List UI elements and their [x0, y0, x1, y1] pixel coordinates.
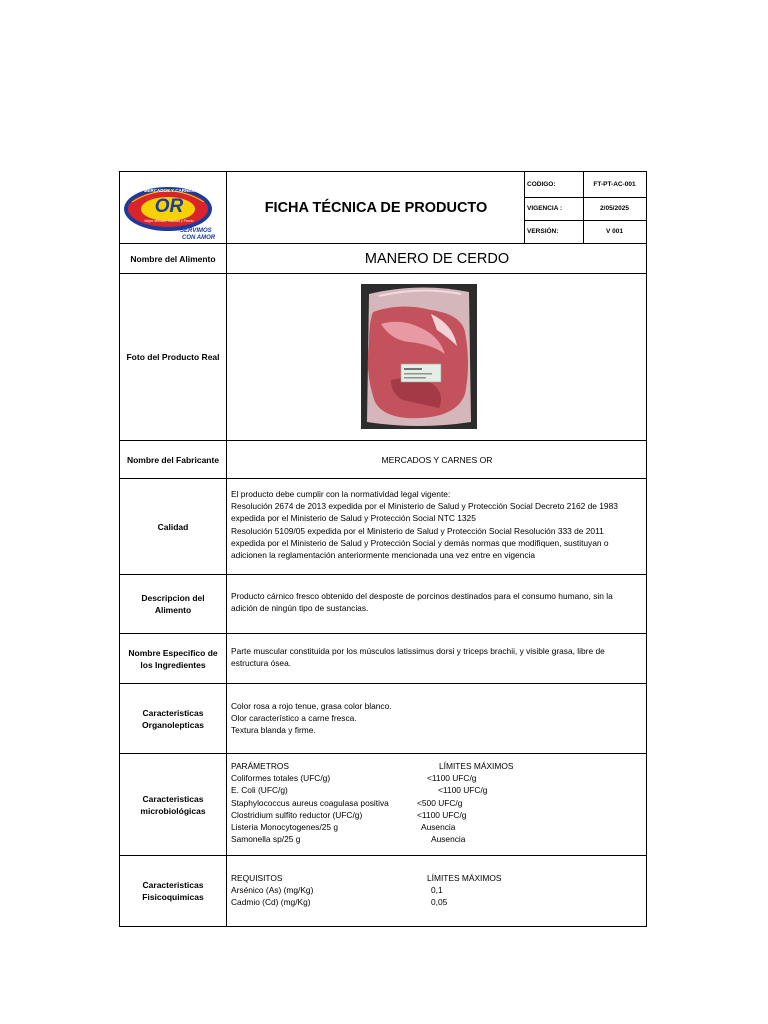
requirements-header: REQUISITOS [231, 873, 283, 883]
physicochemical-table [228, 872, 646, 909]
organoleptic-label: Caracteristicas Organolepticas [142, 707, 204, 730]
version-value: V 001 [606, 228, 623, 235]
row-line [120, 574, 646, 575]
ingredients-line: Parte muscular constituida por los músculos latissimus dorsi y triceps brachii, y visible grasa, libre de [231, 646, 605, 656]
param-limit: <1100 UFC/g [438, 785, 488, 796]
food-name-value: MANERO DE CERDO [364, 250, 510, 267]
row-line [120, 683, 646, 684]
pork-meat-image [361, 284, 477, 429]
row-line [120, 440, 646, 441]
title-divider [524, 172, 525, 243]
quality-line: El producto debe cumplir con la normatividad legal vigente: [231, 489, 451, 499]
logo-brand-top: MERCADOS Y CARNES [143, 188, 195, 193]
ingredients-label: Nombre Especifico de los Ingredientes [128, 647, 218, 670]
ingredients-line: estructura ósea. [231, 658, 292, 669]
microbiological-header [231, 760, 643, 772]
manufacturer-value: MERCADOS Y CARNES OR [381, 454, 493, 465]
parameters-header: PARÁMETROS [231, 761, 290, 771]
description-line: Producto cárnico fresco obtenido del desposte de porcinos destinados para el consumo humano, sin la [231, 591, 613, 601]
description-line: adición de ningún tipo de sustancias. [231, 603, 369, 614]
microbiological-row [231, 784, 643, 796]
quality-line: adicionen la reglamentación anteriormente mencionada una vez entre en vigencia [231, 550, 536, 561]
param-limit: 0,1 [431, 885, 443, 896]
param-name: Cadmio (Cd) (mg/Kg) [231, 897, 311, 908]
page-title: FICHA TÉCNICA DE PRODUCTO [264, 199, 488, 216]
meta-row-line [524, 197, 646, 198]
product-photo [361, 284, 477, 429]
param-limit: <1100 UFC/g [427, 773, 477, 784]
param-name: Arsénico (As) (mg/Kg) [231, 885, 314, 896]
description-label: Descripcion del Alimento [141, 593, 205, 615]
row-line [120, 855, 646, 856]
photo-label: Foto del Producto Real [126, 352, 220, 362]
logo-slogan-line1: SERVIMOS [180, 228, 212, 234]
column-divider [226, 172, 227, 926]
physicochemical-row [231, 884, 643, 896]
limits-header: LÍMITES MÁXIMOS [427, 873, 502, 883]
food-name-label: Nombre del Alimento [130, 253, 216, 264]
organoleptic-line: Textura blanda y firme. [231, 725, 316, 736]
microbiological-table [228, 760, 646, 845]
logo-brand-sub: Mejor servicio, Calidad y Precio [144, 219, 194, 223]
quality-line: expedida por el Ministerio de Salud y Protección Social NTC 1325 [231, 513, 476, 524]
logo-slogan-line2: CON AMOR [182, 235, 216, 241]
param-name: Staphylococcus aureus coagulasa positiva [231, 797, 389, 808]
physicochemical-header [231, 872, 643, 884]
validity-label: VIGENCIA : [527, 205, 563, 212]
row-line [120, 273, 646, 274]
quality-label: Calidad [157, 521, 189, 532]
row-line [120, 633, 646, 634]
microbiological-row [231, 772, 643, 784]
param-name: Coliformes totales (UFC/g) [231, 773, 331, 784]
quality-line: Resolución 5109/05 expedida por el Ministerio de Salud y Protección Social Resolución 333 de 2011 [231, 525, 604, 536]
product-sheet [119, 171, 647, 927]
param-limit: <1100 UFC/g [417, 809, 467, 820]
param-name: Samonella sp/25 g [231, 834, 301, 845]
organoleptic-text [228, 700, 646, 737]
param-name: E. Coli (UFC/g) [231, 785, 288, 796]
validity-value: 2/05/2025 [600, 205, 629, 212]
limits-header: LÍMITES MÁXIMOS [439, 761, 514, 771]
company-logo [122, 178, 226, 244]
ingredients-text [228, 645, 646, 669]
quality-line: Resolución 2674 de 2013 expedida por el Ministerio de Salud y Protección Social Decreto 2162 de 1983 [231, 501, 618, 512]
quality-text [228, 488, 646, 561]
meta-row-line [524, 220, 646, 221]
microbiological-row [231, 821, 643, 833]
physicochemical-row [231, 896, 643, 908]
manufacturer-label: Nombre del Fabricante [126, 454, 220, 465]
row-line [120, 478, 646, 479]
code-label: CODIGO: [527, 181, 556, 188]
organoleptic-line: Color rosa a rojo tenue, grasa color blanco. [231, 701, 392, 711]
row-line [120, 753, 646, 754]
param-limit: <500 UFC/g [417, 797, 463, 808]
meta-divider [583, 172, 584, 243]
param-name: Listeria Monocytogenes/25 g [231, 822, 339, 833]
param-limit: 0,05 [431, 897, 448, 908]
microbiological-row [231, 797, 643, 809]
param-limit: Ausencia [421, 822, 456, 833]
microbiological-label: Caracteristicas microbiológicas [140, 793, 206, 816]
quality-line: expedida por el Ministerio de Salud y Protección Social y demás normas que modifiquen, sustituyan o [231, 537, 609, 548]
row-line [120, 243, 646, 244]
param-name: Clostridium sulfito reductor (UFC/g) [231, 809, 363, 820]
param-limit: Ausencia [431, 834, 466, 845]
physicochemical-label: Caracteristicas Fisicoquimicas [142, 880, 204, 902]
microbiological-row [231, 833, 643, 845]
code-value: FT-PT-AC-001 [593, 181, 636, 188]
organoleptic-line: Olor característico a carne fresca. [231, 713, 357, 724]
logo-letters: OR [154, 196, 184, 217]
microbiological-row [231, 809, 643, 821]
version-label: VERSIÓN: [527, 228, 559, 235]
description-text [228, 590, 646, 614]
